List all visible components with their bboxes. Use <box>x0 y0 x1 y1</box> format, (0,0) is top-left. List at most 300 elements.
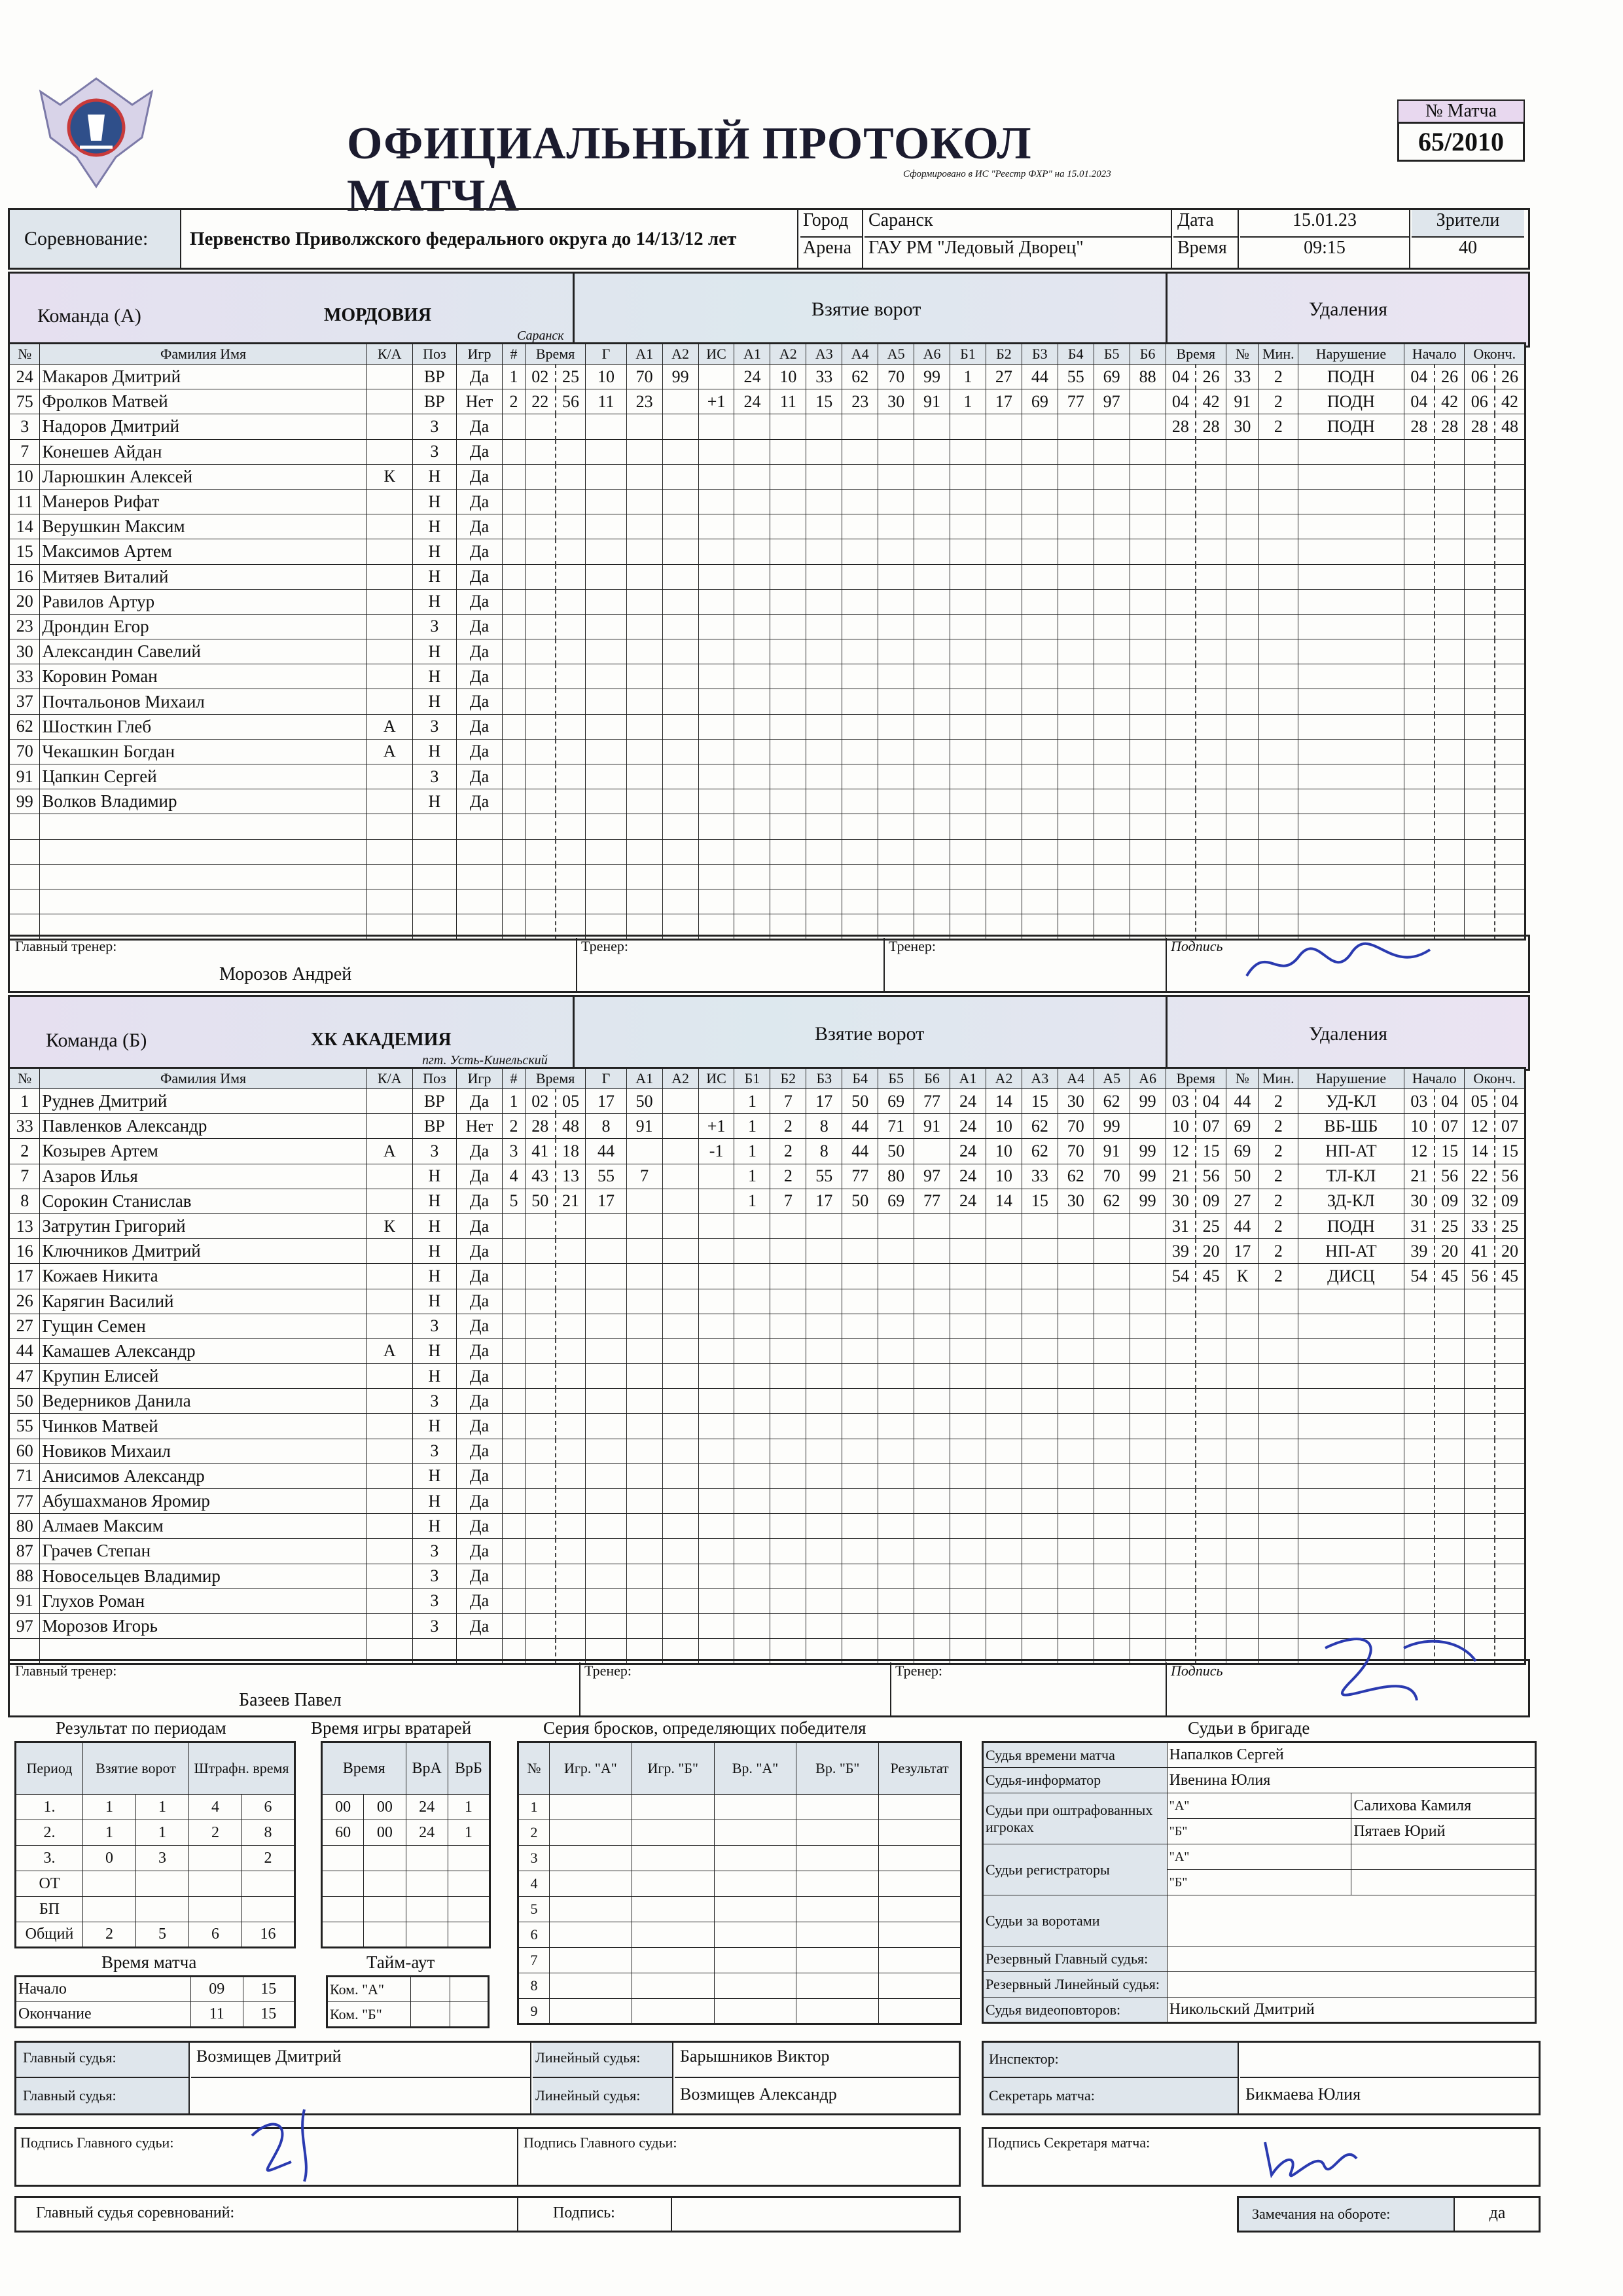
goalie-h-time: Время <box>322 1742 406 1795</box>
player-role <box>366 764 412 789</box>
on-ice-player: 17 <box>986 389 1022 414</box>
player-number: 71 <box>9 1463 40 1488</box>
penalty-minutes: 2 <box>1258 389 1298 414</box>
penalty-violation: ВБ-ШБ <box>1298 1114 1404 1139</box>
official-row <box>983 1793 1536 1819</box>
player-number: 37 <box>9 689 40 714</box>
official-label: Судья видеоповторов: <box>983 1998 1168 2023</box>
official-team: "Б" <box>1167 1870 1351 1895</box>
player-played: Да <box>457 564 503 589</box>
penalty-violation: НП-АТ <box>1298 1239 1404 1264</box>
penalty-minutes: 2 <box>1258 1114 1298 1139</box>
player-name: Грачев Степан <box>40 1539 366 1564</box>
col-header: ИС <box>698 344 734 365</box>
on-ice-player: 50 <box>842 1189 878 1213</box>
penalty-min: 28 <box>1166 414 1196 439</box>
on-ice-player: 17 <box>806 1089 842 1114</box>
shootout-row <box>518 1871 961 1897</box>
penalty-min: 21 <box>1166 1164 1196 1189</box>
table-row <box>9 639 1525 664</box>
col-header: А2 <box>662 1068 698 1089</box>
col-header: № <box>9 1068 40 1089</box>
official-team: "Б" <box>1167 1819 1351 1844</box>
player-played: Нет <box>457 389 503 414</box>
col-header: # <box>502 1068 525 1089</box>
on-ice-player: 99 <box>914 365 950 389</box>
col-header: Б5 <box>1094 344 1130 365</box>
player-name: Затрутин Григорий <box>40 1213 366 1238</box>
player-played: Да <box>457 1564 503 1588</box>
goal-sec: 05 <box>556 1089 586 1114</box>
on-ice-player: 1 <box>734 1114 770 1139</box>
player-number: 77 <box>9 1489 40 1514</box>
player-role <box>366 1414 412 1439</box>
table-row <box>9 1463 1525 1488</box>
match-time-title: Время матча <box>101 1952 197 1972</box>
player-played: Да <box>457 1338 503 1363</box>
team-a-city: Саранск <box>517 329 564 343</box>
col-header: А3 <box>806 344 842 365</box>
on-ice-player: 91 <box>1094 1139 1130 1164</box>
player-role <box>366 489 412 514</box>
player-position: З <box>412 1564 456 1588</box>
on-ice-player: 1 <box>734 1139 770 1164</box>
shootout-row <box>518 1846 961 1871</box>
penalty-sec: 04 <box>1196 1089 1226 1114</box>
player-position <box>412 889 456 914</box>
player-number: 8 <box>9 1189 40 1213</box>
col-header: Г <box>586 344 626 365</box>
on-ice-player <box>1130 1114 1166 1139</box>
goal-assist2: 99 <box>662 365 698 389</box>
player-role <box>366 1264 412 1289</box>
shootout-number: 8 <box>518 1973 550 1999</box>
period-pen-a <box>189 1871 242 1897</box>
penalty-violation: НП-АТ <box>1298 1139 1404 1164</box>
goalie-min <box>322 1846 364 1871</box>
player-number <box>9 814 40 839</box>
goal-min: 43 <box>525 1164 555 1189</box>
on-ice-player: 7 <box>770 1189 806 1213</box>
player-number: 17 <box>9 1264 40 1289</box>
player-position: З <box>412 714 456 739</box>
goalie-b: 1 <box>448 1795 490 1820</box>
player-position: ВР <box>412 1089 456 1114</box>
goal-sec: 48 <box>556 1114 586 1139</box>
table-row <box>9 564 1525 589</box>
goalie-min: 00 <box>322 1795 364 1820</box>
col-header: Б1 <box>734 1068 770 1089</box>
on-ice-player: 50 <box>842 1089 878 1114</box>
penalty-start-sec: 20 <box>1435 1239 1465 1264</box>
player-name: Кожаев Никита <box>40 1264 366 1289</box>
on-ice-player: 70 <box>878 365 914 389</box>
player-position: Н <box>412 1289 456 1314</box>
player-number <box>9 864 40 889</box>
goal-sec: 13 <box>556 1164 586 1189</box>
table-row <box>9 739 1525 764</box>
col-header: Б3 <box>806 1068 842 1089</box>
player-played: Да <box>457 1613 503 1638</box>
table-row <box>9 1213 1525 1238</box>
on-ice-player: 71 <box>878 1114 914 1139</box>
on-ice-player: 91 <box>914 389 950 414</box>
goal-number: 3 <box>502 1139 525 1164</box>
arena-value: ГАУ РМ "Ледовый Дворец" <box>865 238 1172 268</box>
period-row <box>16 1795 295 1820</box>
on-ice-player: 80 <box>878 1164 914 1189</box>
official-name <box>1167 1946 1535 1972</box>
player-number: 3 <box>9 414 40 439</box>
team-b-head-coach: Базеев Павел <box>239 1690 342 1710</box>
player-number: 91 <box>9 1588 40 1613</box>
team-a-coach-label: Тренер: <box>576 938 628 992</box>
player-name: Равилов Артур <box>40 589 366 614</box>
col-header: Б2 <box>986 344 1022 365</box>
penalty-sec: 20 <box>1196 1239 1226 1264</box>
penalty-player: 17 <box>1226 1239 1258 1264</box>
on-ice-player: 99 <box>1094 1114 1130 1139</box>
goalie-sec <box>364 1922 406 1948</box>
goal-scorer: 11 <box>586 389 626 414</box>
player-played: Да <box>457 789 503 814</box>
penalty-end-min: 06 <box>1465 389 1495 414</box>
table-row <box>9 839 1525 864</box>
on-ice-player: 77 <box>1058 389 1094 414</box>
team-a-label: Команда (А) <box>37 305 141 327</box>
player-played: Да <box>457 1139 503 1164</box>
shootout-number: 1 <box>518 1795 550 1820</box>
on-ice-player: 62 <box>1094 1189 1130 1213</box>
player-name: Чекашкин Богдан <box>40 739 366 764</box>
remarks-value: да <box>1489 2203 1506 2222</box>
player-position: Н <box>412 1489 456 1514</box>
shootout-row <box>518 1897 961 1922</box>
col-header: Поз <box>412 1068 456 1089</box>
goal-situation <box>698 1089 734 1114</box>
player-played: Да <box>457 365 503 389</box>
table-row <box>9 1089 1525 1114</box>
penalty-end-sec: 09 <box>1495 1189 1525 1213</box>
player-position: Н <box>412 514 456 539</box>
col-header: Б2 <box>770 1068 806 1089</box>
table-row <box>9 789 1525 814</box>
official-name: Салихова Камиля <box>1351 1793 1536 1819</box>
player-number: 99 <box>9 789 40 814</box>
secretary-signature <box>1258 2129 1363 2181</box>
on-ice-player: 11 <box>770 389 806 414</box>
team-b-label: Команда (Б) <box>46 1030 147 1051</box>
secretary-sign-panel <box>982 2127 1541 2187</box>
generated-note: Сформировано в ИС "Реестр ФХР" на 15.01.2023 <box>903 169 1111 179</box>
col-header: Б3 <box>1022 344 1058 365</box>
col-header: А1 <box>734 344 770 365</box>
player-played: Да <box>457 464 503 489</box>
penalty-sec: 26 <box>1196 365 1226 389</box>
col-header: Мин. <box>1258 344 1298 365</box>
player-role <box>366 514 412 539</box>
player-number: 88 <box>9 1564 40 1588</box>
player-played: Да <box>457 1489 503 1514</box>
player-position: З <box>412 439 456 464</box>
player-position <box>412 839 456 864</box>
player-role: А <box>366 739 412 764</box>
player-role <box>366 1114 412 1139</box>
shootout-row <box>518 1922 961 1948</box>
col-header: № <box>1226 344 1258 365</box>
shootout-header: Игр. "Б" <box>632 1742 714 1795</box>
player-name: Новиков Михаил <box>40 1439 366 1463</box>
shootout-number: 4 <box>518 1871 550 1897</box>
col-header: К/А <box>366 344 412 365</box>
table-row <box>9 1364 1525 1389</box>
goalie-h-b: ВрБ <box>448 1742 490 1795</box>
penalty-violation: ПОДН <box>1298 414 1404 439</box>
match-number-label: № Матча <box>1397 99 1525 122</box>
officials-title: Судьи в бригаде <box>1188 1718 1310 1738</box>
penalty-start-sec: 15 <box>1435 1139 1465 1164</box>
goalie-row <box>322 1820 490 1846</box>
competition-info <box>8 208 1530 270</box>
col-header: Время <box>1166 344 1226 365</box>
period-goals-b: 5 <box>136 1922 189 1948</box>
player-role <box>366 1164 412 1189</box>
col-header: А1 <box>626 1068 662 1089</box>
penalty-sec: 56 <box>1196 1164 1226 1189</box>
period-pen-a <box>189 1846 242 1871</box>
player-role <box>366 1239 412 1264</box>
goalie-a <box>406 1922 448 1948</box>
player-name: Надоров Дмитрий <box>40 414 366 439</box>
table-row <box>9 1514 1525 1539</box>
player-number: 20 <box>9 589 40 614</box>
on-ice-player: 7 <box>770 1089 806 1114</box>
col-header: Г <box>586 1068 626 1089</box>
player-position: Н <box>412 1514 456 1539</box>
player-played: Да <box>457 489 503 514</box>
goalie-min: 60 <box>322 1820 364 1846</box>
player-name: Новосельцев Владимир <box>40 1564 366 1588</box>
player-position <box>412 864 456 889</box>
goal-scorer: 55 <box>586 1164 626 1189</box>
penalty-end-min: 33 <box>1465 1213 1495 1238</box>
player-number: 27 <box>9 1314 40 1338</box>
penalty-violation: ТЛ-КЛ <box>1298 1164 1404 1189</box>
player-played: Да <box>457 1264 503 1289</box>
period-name: 2. <box>16 1820 83 1846</box>
player-number: 62 <box>9 714 40 739</box>
player-position <box>412 814 456 839</box>
player-role <box>366 439 412 464</box>
team-a-name: МОРДОВИЯ <box>324 305 432 325</box>
on-ice-player: 15 <box>1022 1189 1058 1213</box>
on-ice-player: 1 <box>734 1089 770 1114</box>
on-ice-player: 69 <box>1094 365 1130 389</box>
period-row <box>16 1897 295 1922</box>
on-ice-player: 15 <box>806 389 842 414</box>
official-row <box>983 1895 1536 1946</box>
on-ice-player: 62 <box>1094 1089 1130 1114</box>
player-number: 16 <box>9 564 40 589</box>
shootout-header: № <box>518 1742 550 1795</box>
official-name: Ивенина Юлия <box>1167 1768 1535 1793</box>
on-ice-player: 62 <box>1022 1114 1058 1139</box>
penalty-sec: 07 <box>1196 1114 1226 1139</box>
on-ice-player: 30 <box>1058 1089 1094 1114</box>
period-name: Общий <box>16 1922 83 1948</box>
player-number: 55 <box>9 1414 40 1439</box>
player-role <box>366 639 412 664</box>
penalty-min: 54 <box>1166 1264 1196 1289</box>
team-b-city: пгт. Усть-Кинельский <box>422 1053 548 1067</box>
period-pen-b <box>242 1897 295 1922</box>
player-number: 11 <box>9 489 40 514</box>
goal-situation: +1 <box>698 389 734 414</box>
penalty-end-min: 56 <box>1465 1264 1495 1289</box>
penalty-minutes: 2 <box>1258 1264 1298 1289</box>
player-number: 7 <box>9 1164 40 1189</box>
on-ice-player: 97 <box>914 1164 950 1189</box>
player-name: Верушкин Максим <box>40 514 366 539</box>
shootout-number: 5 <box>518 1897 550 1922</box>
table-row <box>9 714 1525 739</box>
comp-chief-label: Главный судья соревнований: <box>36 2204 235 2221</box>
inspector-label: Инспектор: <box>984 2043 1239 2078</box>
player-played: Да <box>457 1364 503 1389</box>
table-row <box>9 689 1525 714</box>
official-label: Судья времени матча <box>983 1742 1168 1768</box>
goalie-min <box>322 1922 364 1948</box>
period-pen-a <box>189 1897 242 1922</box>
player-role <box>366 1364 412 1389</box>
on-ice-player: 99 <box>1130 1139 1166 1164</box>
table-row <box>9 1389 1525 1414</box>
player-position: Н <box>412 1338 456 1363</box>
period-pen-b <box>242 1871 295 1897</box>
periods-h-period: Период <box>16 1742 83 1795</box>
period-goals-a: 0 <box>83 1846 136 1871</box>
player-position: Н <box>412 564 456 589</box>
goalie-row <box>322 1846 490 1871</box>
penalty-start-sec: 56 <box>1435 1164 1465 1189</box>
col-header: Игр <box>457 344 503 365</box>
shootout-header: Игр. "А" <box>550 1742 632 1795</box>
goal-sec: 18 <box>556 1139 586 1164</box>
player-name: Крупин Елисей <box>40 1364 366 1389</box>
penalty-end-sec: 56 <box>1495 1164 1525 1189</box>
official-label: Резервный Линейный судья: <box>983 1972 1168 1998</box>
chief-panel <box>14 2196 961 2233</box>
player-role <box>366 664 412 689</box>
player-name: Азаров Илья <box>40 1164 366 1189</box>
col-header: Оконч. <box>1465 344 1525 365</box>
on-ice-player: 8 <box>806 1114 842 1139</box>
on-ice-player: 1 <box>950 389 986 414</box>
player-played: Да <box>457 614 503 639</box>
periods-table <box>14 1741 296 1948</box>
penalty-end-min: 06 <box>1465 365 1495 389</box>
goal-scorer: 10 <box>586 365 626 389</box>
player-number: 50 <box>9 1389 40 1414</box>
player-name <box>40 814 366 839</box>
col-header: А4 <box>1058 1068 1094 1089</box>
on-ice-player: 99 <box>1130 1089 1166 1114</box>
goal-assist1 <box>626 1139 662 1164</box>
goal-assist1: 7 <box>626 1164 662 1189</box>
goalie-a <box>406 1871 448 1897</box>
sign-main-label: Подпись Главного судьи: <box>20 2134 174 2151</box>
player-position: Н <box>412 464 456 489</box>
city-value: Саранск <box>865 210 1172 238</box>
goal-number: 5 <box>502 1189 525 1213</box>
player-name: Ключников Дмитрий <box>40 1239 366 1264</box>
official-label: Судья-информатор <box>983 1768 1168 1793</box>
player-name: Волков Владимир <box>40 789 366 814</box>
player-name: Анисимов Александр <box>40 1463 366 1488</box>
goalie-min <box>322 1897 364 1922</box>
player-number: 87 <box>9 1539 40 1564</box>
on-ice-player <box>914 1139 950 1164</box>
on-ice-player: 24 <box>950 1189 986 1213</box>
goalie-b <box>448 1897 490 1922</box>
player-played: Да <box>457 739 503 764</box>
penalty-minutes: 2 <box>1258 1239 1298 1264</box>
player-played: Да <box>457 539 503 564</box>
period-pen-a: 6 <box>189 1922 242 1948</box>
official-label: Резервный Главный судья: <box>983 1946 1168 1972</box>
shootout-header: Вр. "Б" <box>796 1742 879 1795</box>
team-b-sign-label: Подпись <box>1166 1662 1223 1717</box>
penalty-start-min: 03 <box>1404 1089 1435 1114</box>
penalty-start-min: 28 <box>1404 414 1435 439</box>
period-goals-b: 3 <box>136 1846 189 1871</box>
team-b-coach2-label: Тренер: <box>890 1662 942 1717</box>
table-row <box>9 365 1525 389</box>
on-ice-player: 1 <box>734 1189 770 1213</box>
team-b-table <box>8 1067 1526 1665</box>
player-played: Да <box>457 1089 503 1114</box>
on-ice-player: 69 <box>878 1089 914 1114</box>
table-row <box>9 1414 1525 1439</box>
official-row <box>983 1946 1536 1972</box>
player-role <box>366 1289 412 1314</box>
official-name <box>1351 1870 1536 1895</box>
on-ice-player: 2 <box>770 1114 806 1139</box>
table-row <box>9 439 1525 464</box>
on-ice-player: 70 <box>1094 1164 1130 1189</box>
goal-scorer: 17 <box>586 1189 626 1213</box>
secretary-name: Бикмаева Юлия <box>1245 2085 1361 2104</box>
player-played: Да <box>457 1539 503 1564</box>
table-row <box>9 539 1525 564</box>
referees-panel <box>14 2041 961 2115</box>
penalty-minutes: 2 <box>1258 1189 1298 1213</box>
goalie-a <box>406 1897 448 1922</box>
goal-number: 2 <box>502 389 525 414</box>
table-row <box>9 1139 1525 1164</box>
official-row <box>983 1768 1536 1793</box>
table-row <box>9 1338 1525 1363</box>
player-number: 33 <box>9 1114 40 1139</box>
penalty-player: 44 <box>1226 1213 1258 1238</box>
penalty-start-min: 39 <box>1404 1239 1435 1264</box>
timeout-b: Ком. "Б" <box>327 2002 411 2028</box>
player-role: К <box>366 1213 412 1238</box>
col-header: Время <box>1166 1068 1226 1089</box>
player-role <box>366 389 412 414</box>
penalty-player: 44 <box>1226 1089 1258 1114</box>
team-a-sign-label: Подпись <box>1166 938 1223 992</box>
